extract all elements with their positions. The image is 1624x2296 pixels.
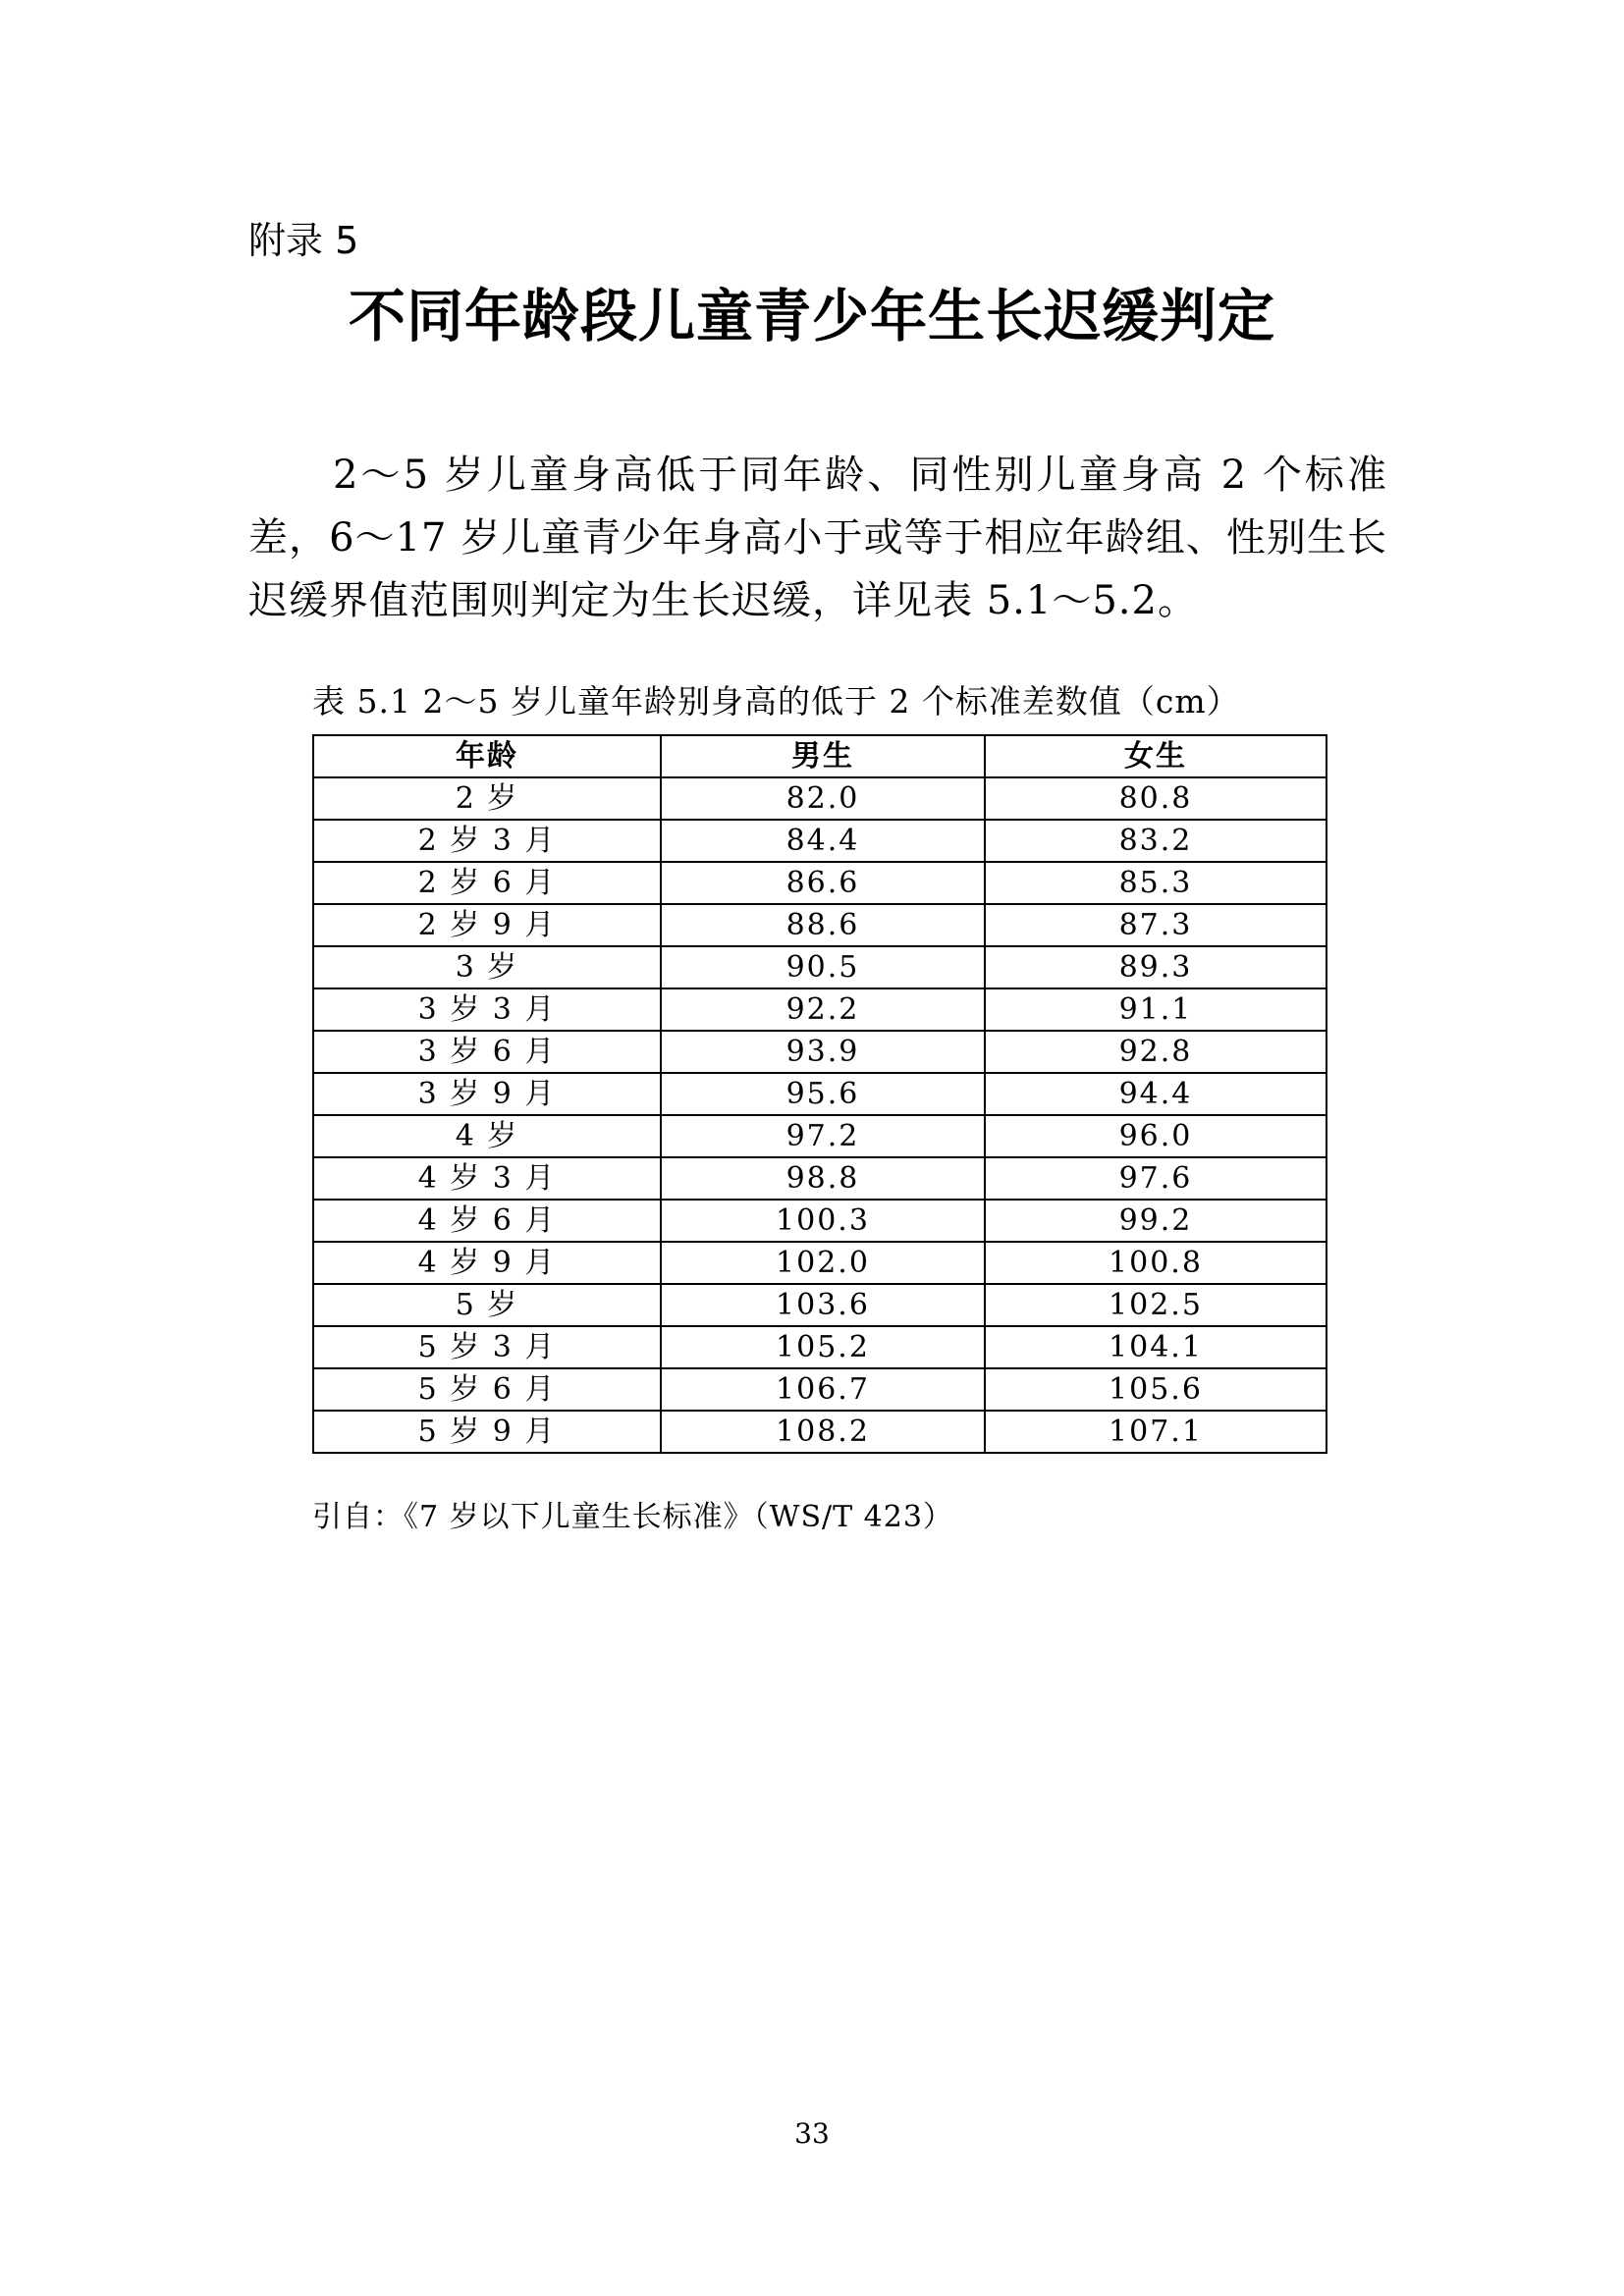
page-number: 33 xyxy=(794,2117,830,2150)
table-row xyxy=(313,1200,1326,1242)
table-row xyxy=(313,988,1326,1031)
cell-boys: 88.6 xyxy=(661,904,985,946)
table-row xyxy=(313,1242,1326,1284)
cell-age: 3 岁 3 月 xyxy=(313,988,661,1031)
cell-age: 2 岁 9 月 xyxy=(313,904,661,946)
cell-girls: 91.1 xyxy=(985,988,1326,1031)
cell-girls: 83.2 xyxy=(985,820,1326,862)
cell-girls: 102.5 xyxy=(985,1284,1326,1326)
table-row xyxy=(313,1031,1326,1073)
cell-boys: 100.3 xyxy=(661,1200,985,1242)
body-paragraph: 2～5 岁儿童身高低于同年龄、同性别儿童身高 2 个标准差，6～17 岁儿童青少年身高小于或等于相应年龄组、性别生长迟缓界值范围则判定为生长迟缓，详见表 5.1～5.2。 xyxy=(248,453,1387,623)
cell-girls: 99.2 xyxy=(985,1200,1326,1242)
cell-girls: 80.8 xyxy=(985,777,1326,820)
cell-age: 3 岁 6 月 xyxy=(313,1031,661,1073)
cell-age: 5 岁 6 月 xyxy=(313,1368,661,1411)
table-row xyxy=(313,1368,1326,1411)
cell-girls: 89.3 xyxy=(985,946,1326,988)
table-row xyxy=(313,820,1326,862)
table-row xyxy=(313,1326,1326,1368)
cell-boys: 108.2 xyxy=(661,1411,985,1453)
cell-boys: 84.4 xyxy=(661,820,985,862)
header-age: 年龄 xyxy=(313,735,661,777)
appendix-label: 附录 5 xyxy=(248,219,359,262)
table-source-note: 引自：《7 岁以下儿童生长标准》（WS/T 423） xyxy=(312,1500,953,1534)
cell-boys: 92.2 xyxy=(661,988,985,1031)
cell-age: 2 岁 xyxy=(313,777,661,820)
cell-girls: 92.8 xyxy=(985,1031,1326,1073)
table-row xyxy=(313,904,1326,946)
table-row xyxy=(313,862,1326,904)
cell-age: 2 岁 3 月 xyxy=(313,820,661,862)
cell-boys: 93.9 xyxy=(661,1031,985,1073)
cell-boys: 103.6 xyxy=(661,1284,985,1326)
table-row xyxy=(313,777,1326,820)
table-row xyxy=(313,1157,1326,1200)
table-body xyxy=(313,777,1326,1453)
cell-boys: 106.7 xyxy=(661,1368,985,1411)
cell-boys: 98.8 xyxy=(661,1157,985,1200)
cell-age: 3 岁 9 月 xyxy=(313,1073,661,1115)
cell-age: 2 岁 6 月 xyxy=(313,862,661,904)
cell-boys: 97.2 xyxy=(661,1115,985,1157)
table-header-row xyxy=(313,735,1326,777)
cell-girls: 96.0 xyxy=(985,1115,1326,1157)
cell-girls: 107.1 xyxy=(985,1411,1326,1453)
cell-age: 5 岁 9 月 xyxy=(313,1411,661,1453)
page-title: 不同年龄段儿童青少年生长迟缓判定 xyxy=(348,283,1275,349)
header-girls: 女生 xyxy=(985,735,1326,777)
table-row xyxy=(313,1284,1326,1326)
cell-girls: 94.4 xyxy=(985,1073,1326,1115)
cell-age: 3 岁 xyxy=(313,946,661,988)
cell-age: 4 岁 xyxy=(313,1115,661,1157)
cell-girls: 105.6 xyxy=(985,1368,1326,1411)
cell-boys: 102.0 xyxy=(661,1242,985,1284)
cell-boys: 105.2 xyxy=(661,1326,985,1368)
cell-boys: 82.0 xyxy=(661,777,985,820)
cell-boys: 95.6 xyxy=(661,1073,985,1115)
height-table xyxy=(312,734,1327,1454)
cell-girls: 100.8 xyxy=(985,1242,1326,1284)
cell-age: 4 岁 6 月 xyxy=(313,1200,661,1242)
table-row xyxy=(313,1073,1326,1115)
table-row xyxy=(313,946,1326,988)
table-row xyxy=(313,1115,1326,1157)
cell-boys: 90.5 xyxy=(661,946,985,988)
cell-girls: 97.6 xyxy=(985,1157,1326,1200)
table-row xyxy=(313,1411,1326,1453)
header-boys: 男生 xyxy=(661,735,985,777)
cell-age: 5 岁 3 月 xyxy=(313,1326,661,1368)
cell-boys: 86.6 xyxy=(661,862,985,904)
cell-age: 4 岁 9 月 xyxy=(313,1242,661,1284)
cell-age: 4 岁 3 月 xyxy=(313,1157,661,1200)
cell-girls: 85.3 xyxy=(985,862,1326,904)
table-caption: 表 5.1 2～5 岁儿童年龄别身高的低于 2 个标准差数值（cm） xyxy=(312,682,1240,721)
cell-girls: 87.3 xyxy=(985,904,1326,946)
cell-girls: 104.1 xyxy=(985,1326,1326,1368)
cell-age: 5 岁 xyxy=(313,1284,661,1326)
